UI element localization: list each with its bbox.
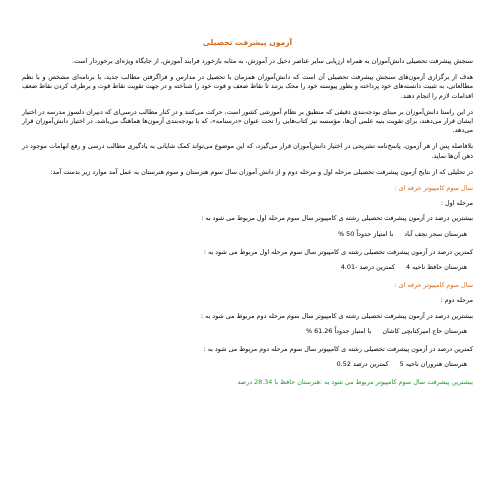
page-title: آزمون پیشرفت تحصیلی [202, 38, 293, 47]
stage2-min-result [22, 360, 473, 369]
stage2-max-text: بیشترین درصد در آزمون پیشرفت تحصیلی رشته ی کامپیوتر سال سوم مرحله دوم مربوط می شود به : [200, 311, 473, 320]
document-page [22, 38, 473, 388]
stage1-max-result [22, 230, 473, 239]
stage1-max-school: هنرستان سحر نجف آباد [404, 229, 467, 238]
stage2-max-score: با امتیاز حدوداً 61.26 % [305, 326, 372, 335]
stage1-min-school: هنرستان حافظ ناحیه 4 [406, 263, 467, 272]
stage2-max-school: هنرستان حاج امیرکتابچی کاشان [382, 326, 467, 335]
stage1-min-text: کمترین درصد در آزمون پیشرفت تحصیلی رشته ی کامپیوتر سال سوم مرحله اول مربوط می شود به : [203, 247, 473, 256]
stage2-min-school: هنرستان هنروران ناحیه 5 [399, 360, 467, 369]
progress-summary: بیشترین پیشرفت سال سوم کامپیوتر مربوط می شود به :هنرستان حافظ با 28.34 درصد [237, 378, 473, 387]
stage2-section-label: سال سوم کامپیوتر حرفه ای : [394, 281, 473, 290]
stage1-min-result [22, 263, 473, 272]
method-paragraph: در این راستا دانش‌آموزان بر مبنای بودجه‌بندی دقیقی که منطبق بر نظام آموزشی کشور است، حرکت می‌کنند و در کنار مطالب درسی‌ای که دبیران دلسوز مدرسه در اختیار ایشان قرار می‌دهند، برای تقویت بنیه علمی آن‌ها، مؤسسه نیز کتاب‌هایی را تحت عنوان «درسنامه»، که با بودجه‌بندی آزمون‌ها هماهنگ می‌باشد، در اختیار دانش‌آموزان قرار می‌دهد. [22, 107, 473, 135]
intro-paragraph: سنجش پیشرفت تحصیلی دانش‌آموزان به همراه ارزیابی سایر عناصر دخیل در آموزش، به مثابه بازخورد فرایند آموزش، از جایگاه ویژه‌ای برخوردار است. [71, 57, 473, 65]
stage2-min-score: کمترین درصد 0.52 [336, 360, 389, 369]
stage1-max-score: با امتیاز حدوداً 50 % [338, 229, 394, 238]
stage1-max-text: بیشترین درصد در آزمون پیشرفت تحصیلی رشته ی کامپیوتر سال سوم مرحله اول مربوط می شود به : [201, 214, 473, 223]
stage1-label: مرحله اول : [440, 199, 473, 208]
stage2-label: مرحله دوم : [440, 296, 473, 305]
stage2-min-text: کمترین درصد در آزمون پیشرفت تحصیلی رشته ی کامپیوتر سال سوم مرحله دوم مربوط می شود به : [203, 345, 473, 354]
goal-paragraph: هدف از برگزاری آزمون‌های سنجش پیشرفت تحصیلی آن است که دانش‌آموزان همزمان با تحصیل در مدارس و فراگرفتن مطالب جدید، با برنامه‌ای مشخص و با نظم مطالعاتی، به تثبیت دانسته‌های خود پرداخته و بطور پیوسته خود را محک بزنند تا نقاط ضعف و قوت خود را شناخته و در جهت تقویت نقاط قوت و برطرف کردن نقاط ضعف اقدامات لازم را انجام دهند. [22, 73, 473, 100]
analysis-paragraph: در تحلیلی که از نتایج آزمون پیشرفت تحصیلی مرحله اول و مرحله دوم و از دانش آموزان سال سوم هنرستان و سوم هنرستان به عمل آمد موارد زیر بدست آمد: [50, 167, 473, 176]
stage2-max-result [22, 327, 473, 336]
answer-sheet-paragraph: بلافاصله پس از هر آزمون، پاسخ‌نامه تشریحی در اختیار دانش‌آموزان قرار می‌گیرد، که این موضوع می‌تواند کمک شایانی به یادگیری مطالب درسی و رفع ابهامات موجود در ذهن آن‌ها نماید. [22, 142, 473, 160]
stage1-min-score: کمترین درصد -4.01 [340, 263, 395, 272]
stage1-section-label: سال سوم کامپیوتر حرفه ای : [394, 184, 473, 193]
